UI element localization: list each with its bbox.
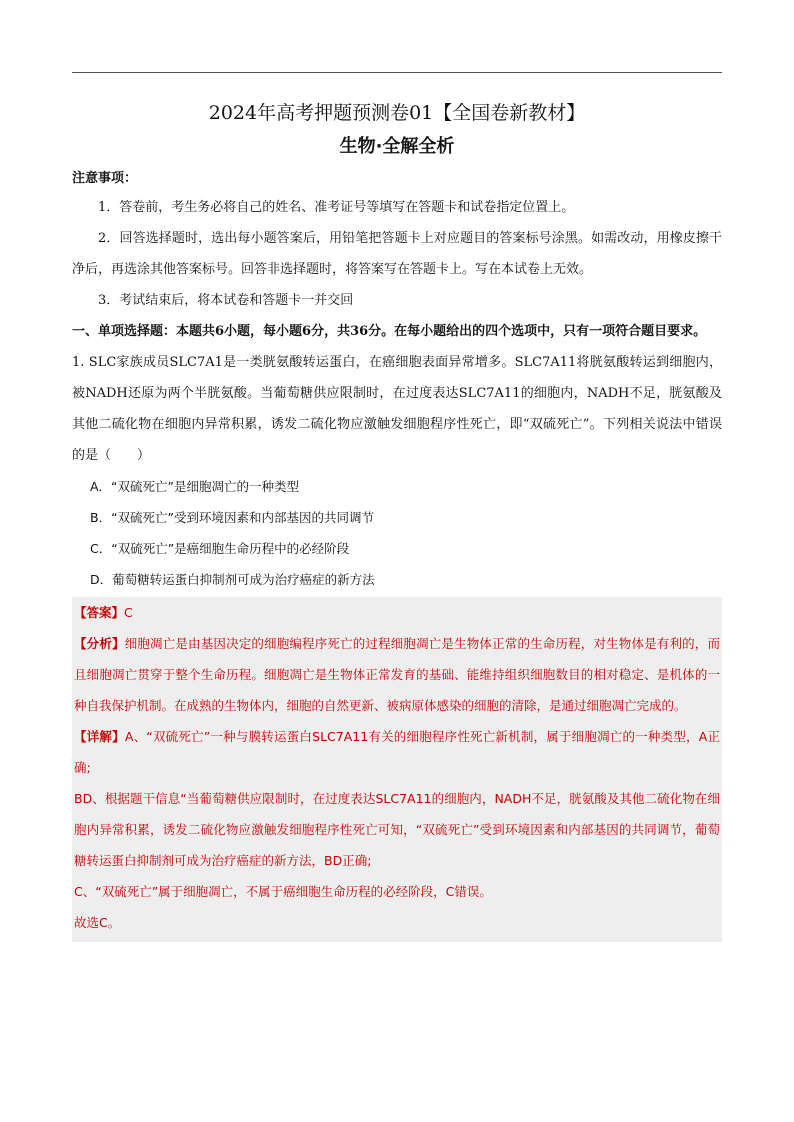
detail-line-3: C、“双硫死亡”属于细胞凋亡，不属于癌细胞生命历程的必经阶段，C错误。 [74, 884, 492, 899]
answer-line [74, 597, 720, 628]
document-page [72, 100, 722, 942]
detail-tag: 【详解】 [74, 729, 125, 744]
answer-value: C [124, 605, 133, 620]
notice-item-2: 2．回答选择题时，选出每小题答案后，用铅笔把答题卡上对应题目的答案标号涂黑。如需改动，用橡皮擦干净后，再选涂其他答案标号。回答非选择题时，将答案写在答题卡上。写在本试卷上无效。 [72, 231, 722, 277]
option-d: D．葡萄糖转运蛋白抑制剂可成为治疗癌症的新方法 [90, 572, 375, 587]
notice-item-1: 1．答卷前，考生务必将自己的姓名、准考证号等填写在答题卡和试卷指定位置上。 [98, 200, 575, 215]
section-heading: 一、单项选择题：本题共6小题，每小题6分，共36分。在每小题给出的四个选项中，只有一项符合题目要求。 [72, 324, 707, 339]
question-stem: 1. SLC家族成员SLC7A1是一类胱氨酸转运蛋白，在癌细胞表面异常增多。SLC7A11将胱氨酸转运到细胞内，被NADH还原为两个半胱氨酸。当葡萄糖供应限制时，在过度表达SLC7A11的细胞内，NADH不足，胱氨酸及其他二硫化物在细胞内异常积累，诱发二硫化物应激触发细胞程序性死亡，即“双硫死亡”。下列相关说法中错误的是（ ） [72, 355, 722, 463]
page-title: 2024年高考押题预测卷01【全国卷新教材】 [208, 102, 586, 124]
detail-line-1 [74, 721, 720, 783]
analysis-text: 细胞凋亡是由基因决定的细胞编程序死亡的过程细胞凋亡是生物体正常的生命历程，对生物体是有利的，而且细胞凋亡贯穿于整个生命历程。细胞凋亡是生物体正常发育的基础、能维持组织细胞数目的相对稳定、是机体的一种自我保护机制。在成熟的生物体内，细胞的自然更新、被病原体感染的细胞的清除，是通过细胞凋亡完成的。 [74, 636, 720, 713]
answer-tag: 【答案】 [74, 605, 125, 620]
notice-item-3: 3．考试结束后，将本试卷和答题卡一并交回 [98, 293, 354, 308]
detail-line-2: BD、根据题干信息“当葡萄糖供应限制时，在过度表达SLC7A11的细胞内，NADH不足，胱氨酸及其他二硫化物在细胞内异常积累，诱发二硫化物应激触发细胞程序性死亡可知，“双硫死亡”受到环境因素和内部基因的共同调节，葡萄糖转运蛋白抑制剂可成为治疗癌症的新方法，BD正确; [74, 791, 720, 868]
page-subtitle: 生物·全解全析 [339, 136, 455, 157]
option-c: C．“双硫死亡”是癌细胞生命历程中的必经阶段 [90, 541, 350, 556]
analysis-paragraph [74, 628, 720, 721]
notice-heading: 注意事项： [72, 171, 138, 186]
detail-line-4: 故选C。 [74, 915, 121, 930]
detail-text-1: A、“双硫死亡”一种与膜转运蛋白SLC7A11有关的细胞程序性死亡新机制，属于细胞凋亡的一种类型，A正确; [74, 729, 720, 775]
header-rule [72, 72, 722, 73]
analysis-tag: 【分析】 [74, 636, 125, 651]
solution-box [72, 597, 722, 942]
option-b: B．“双硫死亡”受到环境因素和内部基因的共同调节 [90, 510, 375, 525]
option-a: A．“双硫死亡”是细胞凋亡的一种类型 [90, 479, 300, 494]
